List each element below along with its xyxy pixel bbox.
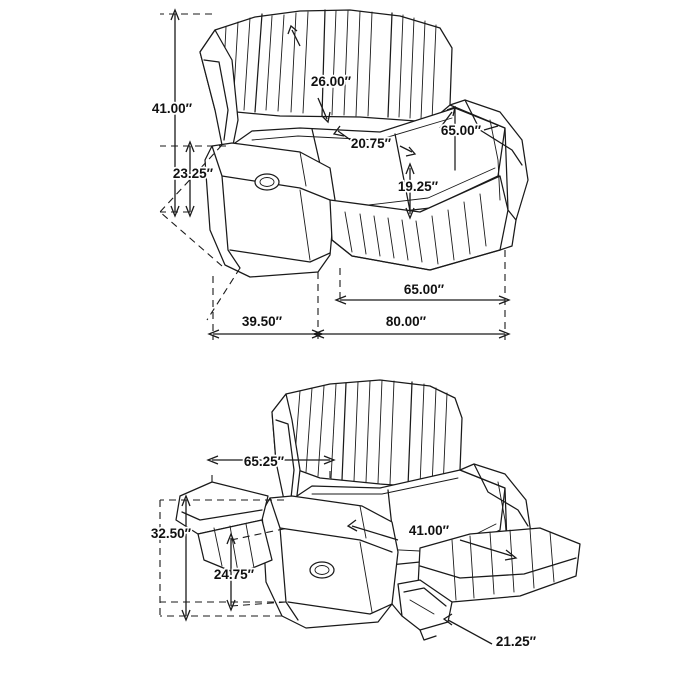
dimension-label-sofa-overall-width: 80.00″ — [385, 314, 427, 329]
dimension-label-sofa-seat-height: 19.25″ — [397, 179, 439, 194]
dimension-label-sofa-inner-width: 65.00″ — [403, 282, 445, 297]
dimension-label-sofa-arm-height: 23.25″ — [172, 166, 214, 181]
dimension-label-loveseat-overall-height: 32.50″ — [150, 526, 192, 541]
dimension-label-sofa-seat-depth: 20.75″ — [350, 136, 392, 151]
dimension-label-sofa-seat-width: 65.00″ — [440, 123, 482, 138]
dimension-label-loveseat-width: 65.25″ — [243, 454, 285, 469]
dimension-label-sofa-overall-height: 41.00″ — [151, 101, 193, 116]
dimension-label-loveseat-footrest-height: 21.25″ — [495, 634, 537, 649]
loveseat-illustration — [176, 380, 580, 640]
dimension-label-loveseat-arm-height: 24.75″ — [213, 567, 255, 582]
dimension-label-sofa-depth: 39.50″ — [241, 314, 283, 329]
dimension-label-loveseat-inner-width: 41.00″ — [408, 523, 450, 538]
dimension-label-sofa-seat-back-height: 26.00″ — [310, 74, 352, 89]
